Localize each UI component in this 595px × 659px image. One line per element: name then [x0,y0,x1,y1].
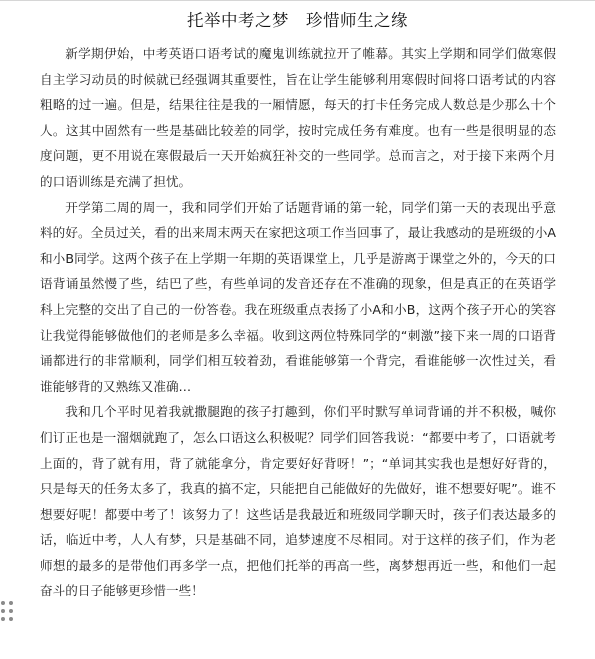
paragraph-2: 开学第二周的周一，我和同学们开始了话题背诵的第一轮，同学们第一天的表现出乎意料的好。全员过关，看的出来周末两天在家把这项工作当回事了，最让我感动的是班级的小A和小B同学。这两个孩子在上学期一年期的英语课堂上，几乎是游离于课堂之外的，今天的口语背诵虽然慢了些，结巴了些，有些单词的发音还存在不准确的现象，但是真正的在英语学科上完整的交出了自己的一份答卷。我在班级重点表扬了小A和小B，这两个孩子开心的笑容让我觉得能够做他们的老师是多么幸福。收到这两位特殊同学的“刺激”接下来一周的口语背诵都进行的非常顺利，同学们相互较着劲，看谁能够第一个背完，看谁能够一次性过关，看谁能够背的又熟练又准确… [40,199,556,394]
drag-handle-icon[interactable] [1,600,15,627]
handle-dot [9,601,13,605]
handle-dot [1,617,5,621]
handle-dot [9,609,13,613]
handle-dot [1,601,5,605]
paragraph-3: 我和几个平时见着我就撒腿跑的孩子打趣到，你们平时默写单词背诵的并不积极，喊你们订正也是一溜烟就跑了，怎么口语这么积极呢？同学们回答我说：“都要中考了，口语就考上面的，背了就有用，背了就能拿分，肯定要好好背呀！”；“单词其实我也是想好好背的，只是每天的任务太多了，我真的搞不定，只能把自己能做好的先做好，谁不想要好呢”。谁不想要好呢！都要中考了！该努力了！这些话是我最近和班级同学聊天时，孩子们表达最多的话，临近中考，人人有梦，只是基础不同，追梦速度不尽相同。对于这样的孩子们，作为老师想的最多的是带他们再多学一点，把他们托举的再高一些，离梦想再近一些，和他们一起奋斗的日子能够更珍惜一些！ [40,404,556,599]
paragraph-1: 新学期伊始，中考英语口语考试的魔鬼训练就拉开了帷幕。其实上学期和同学们做寒假自主学习动员的时候就已经强调其重要性，旨在让学生能够利用寒假时间将口语考试的内容粗略的过一遍。但是，结果往往是我的一厢情愿，每天的打卡任务完成人数总是少那么十个人。这其中固然有一些是基础比较差的同学，按时完成任务有难度。也有一些是很明显的态度问题，更不用说在寒假最后一天开始疯狂补交的一些同学。总而言之，对于接下来两个月的口语训练是充满了担忧。 [40,46,556,189]
document-body [40,41,556,604]
handle-dot [1,609,5,613]
top-divider [0,0,595,1]
document-title: 托举中考之梦 珍惜师生之缘 [187,11,408,30]
handle-dot [9,617,13,621]
